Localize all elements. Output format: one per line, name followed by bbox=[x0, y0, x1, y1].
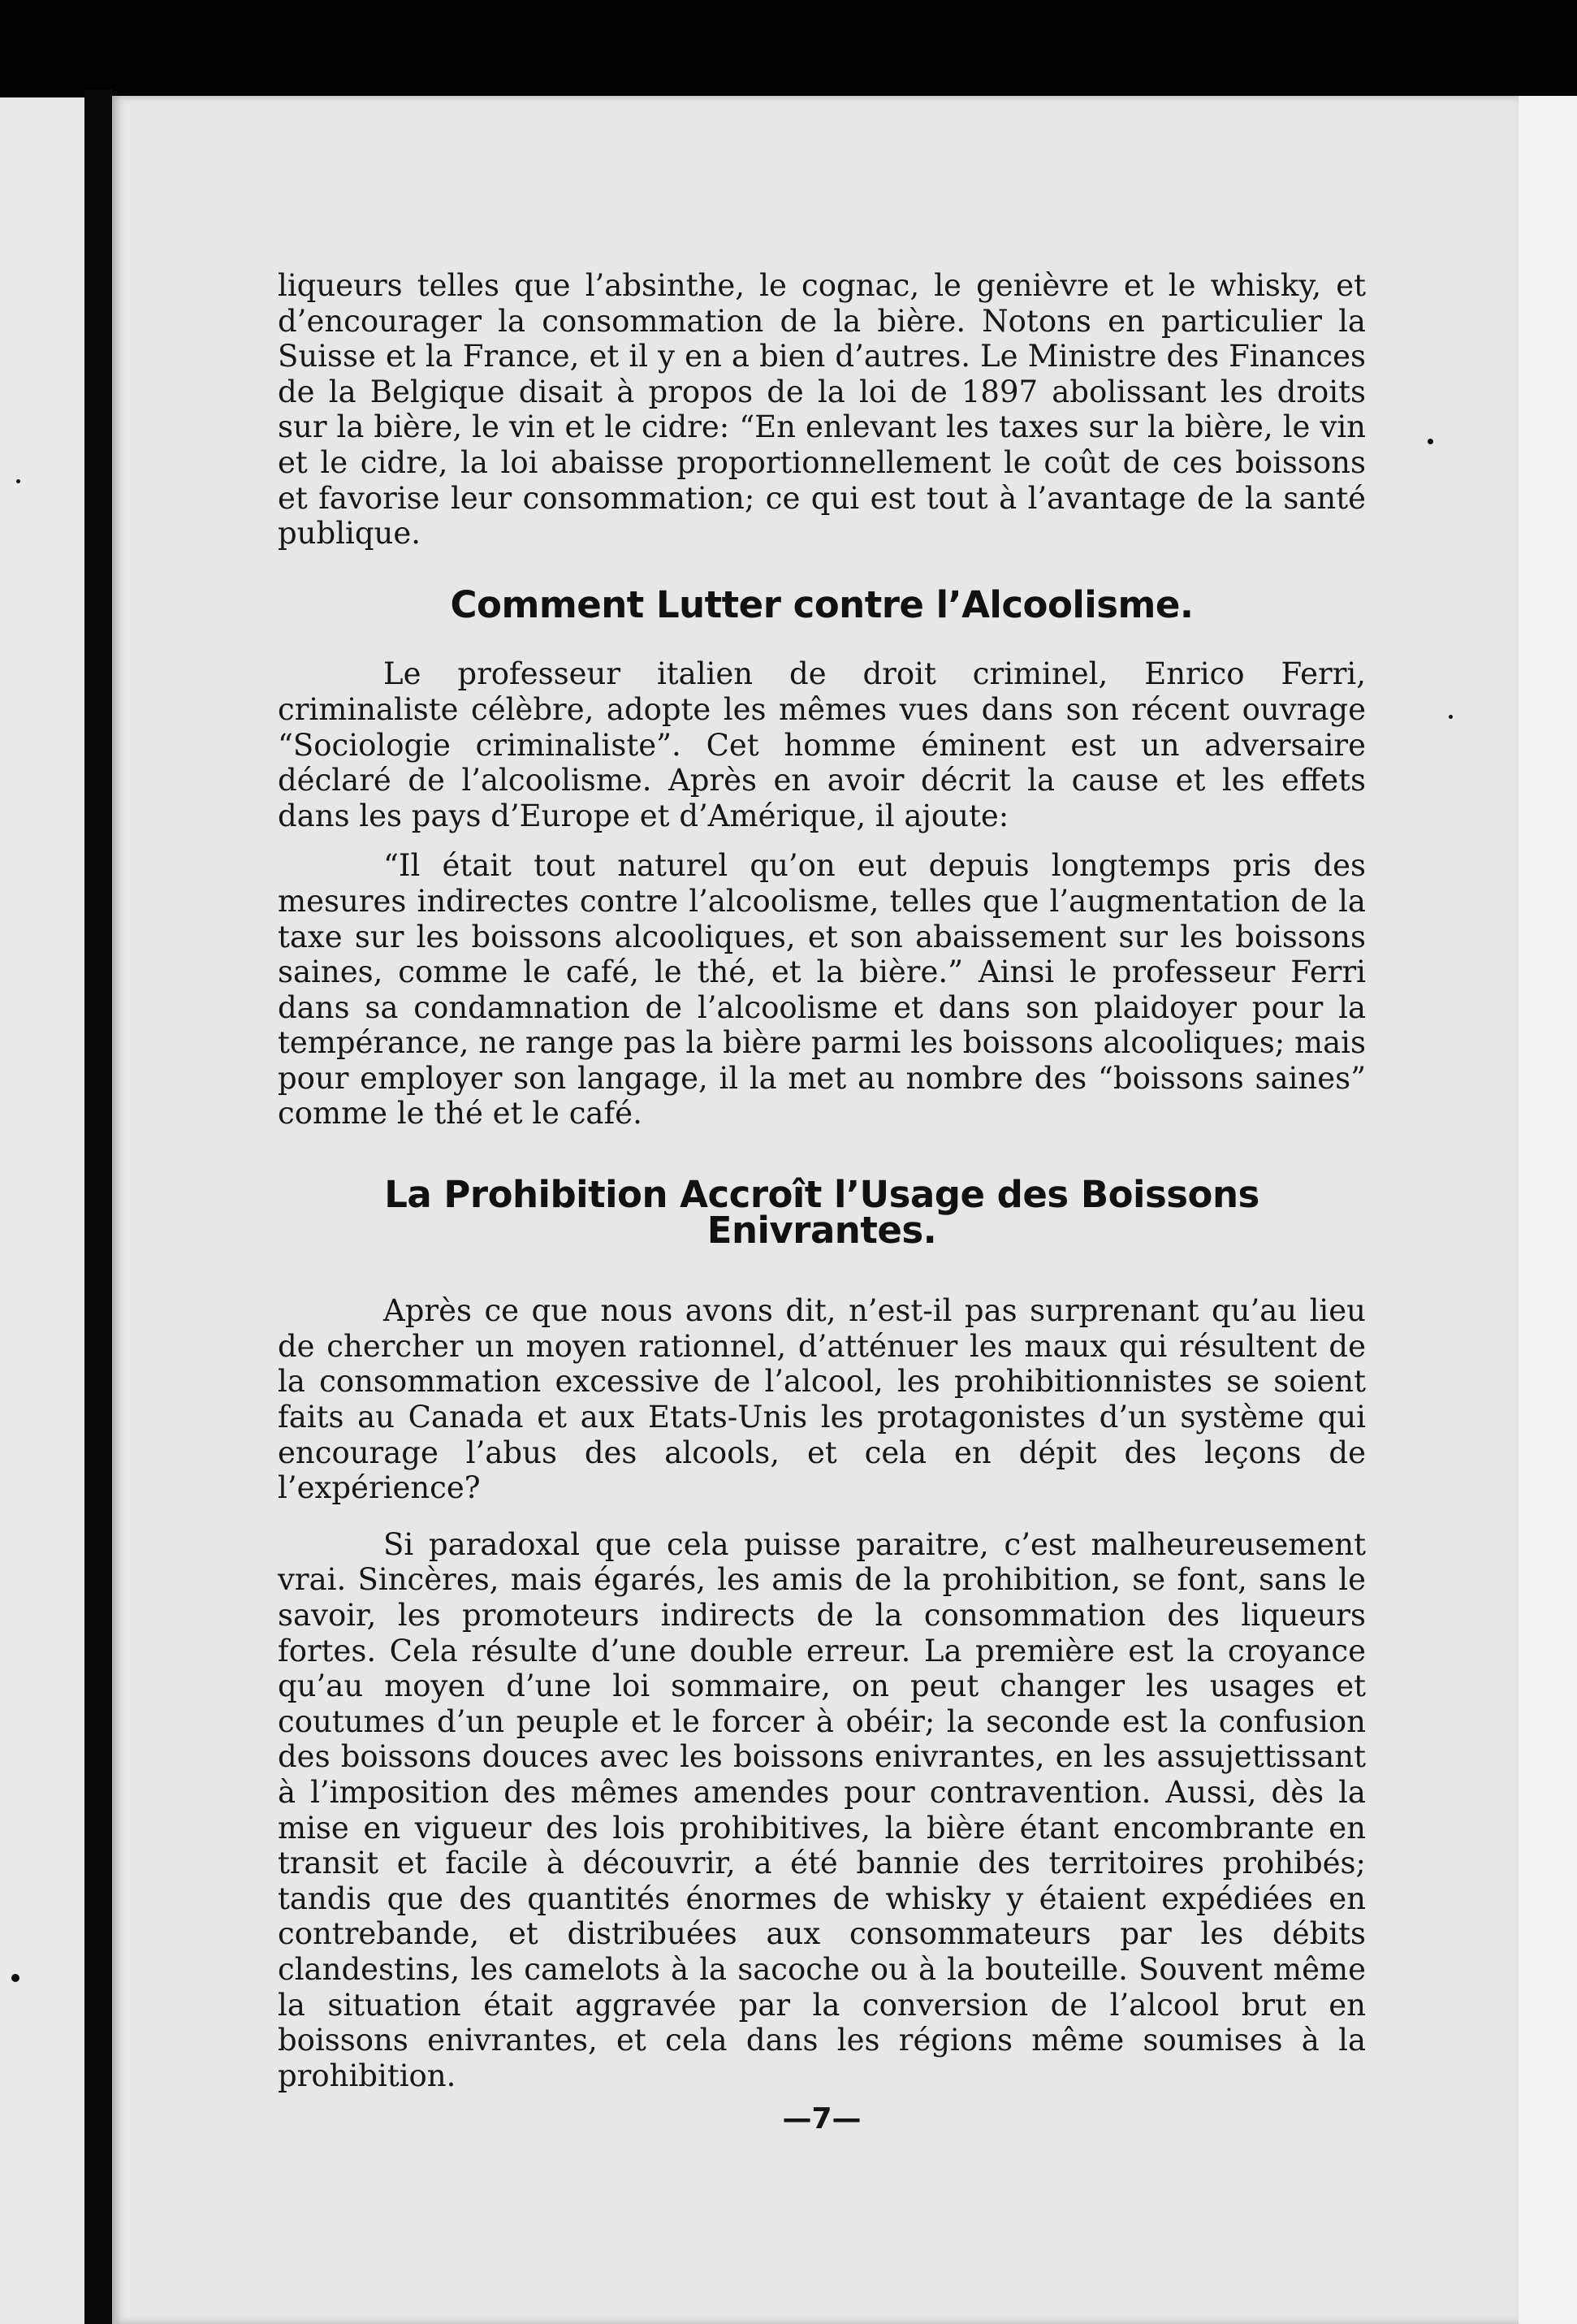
right-page-margin bbox=[1519, 96, 1577, 2324]
paragraph-ferri: Le professeur italien de droit criminel, Enrico Ferri, criminaliste célèbre, adopte les mêmes vues dans son récent ouvrage “Sociologie criminaliste”. Cet homme éminent est un adversaire déclaré de l’alcoolisme. Après en avoir décrit la cause et les effets dans les pays d’Europe et d’Amérique, il ajoute: bbox=[278, 656, 1366, 833]
scan-speck bbox=[1449, 715, 1453, 719]
page-number: —7— bbox=[782, 2102, 862, 2136]
paragraph-prohibitionnistes: Après ce que nous avons dit, n’est-il pas surprenant qu’au lieu de chercher un moyen rationnel, d’atténuer les maux qui résultent de la consommation excessive de l’alcool, les prohibitionnistes se soient faits au Canada et aux Etats-Unis les protagonistes d’un système qui encourage l’abus des alcools, et cela en dépit des leçons de l’expérience? bbox=[278, 1293, 1366, 1506]
scan-speck bbox=[16, 479, 20, 483]
page-text bbox=[278, 268, 1366, 2137]
section-heading-alcoolisme: Comment Lutter contre l’Alcoolisme. bbox=[450, 582, 1194, 626]
section-heading-prohibition: La Prohibition Accroît l’Usage des Boissons Enivrantes. bbox=[384, 1173, 1259, 1252]
book-gutter bbox=[84, 89, 112, 2324]
left-page-edge bbox=[0, 97, 84, 2324]
paragraph-quote: “Il était tout naturel qu’on eut depuis longtemps pris des mesures indirectes contre l’alcoolisme, telles que l’augmentation de la taxe sur les boissons alcooliques, et son abaissement sur les boissons saines, comme le café, le thé, et la bière.” Ainsi le professeur Ferri dans sa condamnation de l’alcoolisme et dans son plaidoyer pour la tempérance, ne range pas la bière parmi les boissons alcooliques; mais pour employer son langage, il la met au nombre des “boissons saines” comme le thé et le café. bbox=[278, 848, 1366, 1132]
paragraph-paradoxal: Si paradoxal que cela puisse paraitre, c’est malheureusement vrai. Sincères, mais égarés, les amis de la prohibition, se font, sans le savoir, les promoteurs indirects de la consommation des liqueurs fortes. Cela résulte d’une double erreur. La première est la croyance qu’au moyen d’une loi sommaire, on peut changer les usages et coutumes d’un peuple et le forcer à obéir; la seconde est la confusion des boissons douces avec les boissons enivrantes, en les assujettissant à l’imposition des mêmes amendes pour contravention. Aussi, dès la mise en vigueur des lois prohibitives, la bière étant encombrante en transit et facile à découvrir, a été bannie des territoires prohibés; tandis que des quantités énormes de whisky y étaient expédiées en contrebande, et distribuées aux consommateurs par les débits clandestins, les camelots à la sacoche ou à la bouteille. Souvent même la situation était aggravée par la conversion de l’alcool brut en boissons enivrantes, et cela dans les régions même soumises à la prohibition. bbox=[278, 1526, 1366, 2093]
scan-speck bbox=[11, 1974, 19, 1982]
scan-speck bbox=[1428, 439, 1433, 444]
paragraph-continuation: liqueurs telles que l’absinthe, le cognac, le genièvre et le whisky, et d’encourager la consommation de la bière. Notons en particulier la Suisse et la France, et il y en a bien d’autres. Le Ministre des Finances de la Belgique disait à propos de la loi de 1897 abolissant les droits sur la bière, le vin et le cidre: “En enlevant les taxes sur la bière, le vin et le cidre, la loi abaisse proportionnellement le coût de ces boissons et favorise leur consommation; ce qui est tout à l’avantage de la santé publique. bbox=[278, 268, 1366, 552]
